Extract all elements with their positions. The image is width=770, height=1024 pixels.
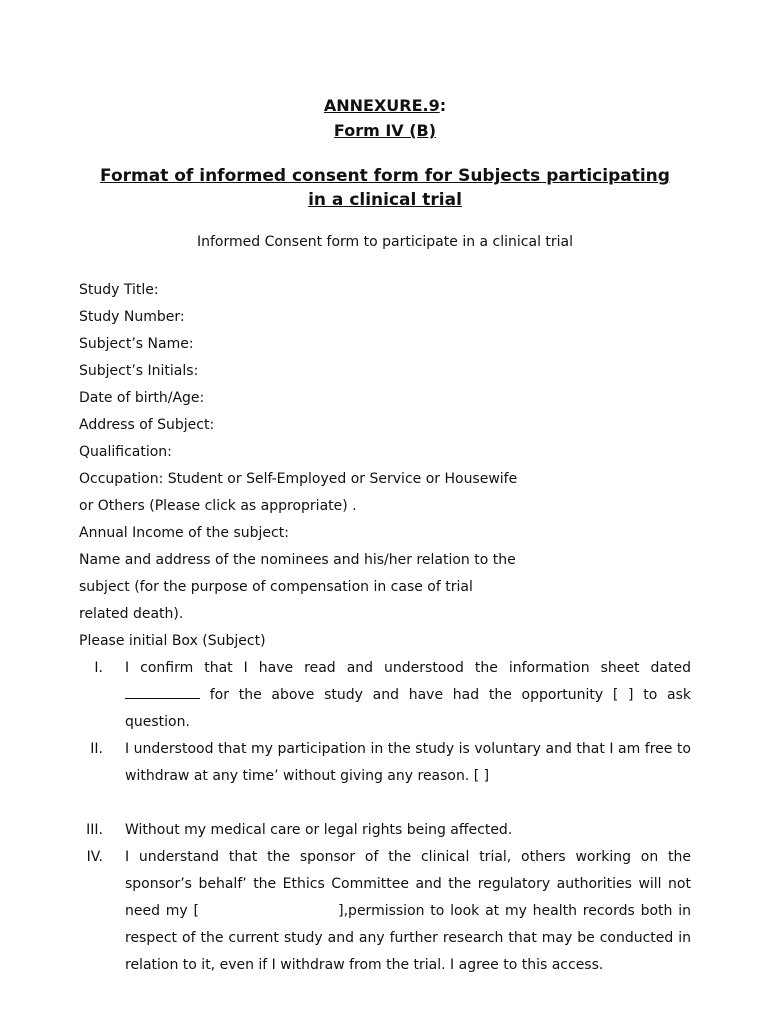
field-date-of-birth: Date of birth/Age: — [79, 390, 205, 406]
item-text: I understood that my participation in the study is voluntary and that I am free to withdraw at any time’ without giving any reason. [ ] — [125, 741, 691, 784]
annexure-colon: : — [439, 96, 447, 115]
item-text: I understand that the sponsor of the clinical trial, others working on the sponsor’s behalf’ the Ethics Committee and the regulatory authorities will not need my [ ],permission to look at my health records both in respect of the current study and any further research that may be conducted in relation to it, even if I withdraw from the trial. I agree to this access. — [125, 849, 696, 973]
field-study-number: Study Number: — [79, 309, 185, 325]
field-nominee-line2: subject (for the purpose of compensation in case of trial — [79, 579, 473, 595]
item-number: IV. — [86, 849, 103, 865]
field-subject-name: Subject’s Name: — [79, 336, 194, 352]
field-address: Address of Subject: — [79, 417, 215, 433]
consent-item-4 — [79, 844, 696, 979]
document-title-line2: in a clinical trial — [308, 190, 462, 210]
field-nominee-line3: related death). — [79, 606, 184, 622]
item-number: II. — [90, 741, 103, 757]
initial-box-label: Please initial Box (Subject) — [79, 633, 266, 649]
document-title-line1: Format of informed consent form for Subjects participating — [100, 166, 670, 186]
annexure-label: ANNEXURE.9 — [323, 96, 440, 115]
consent-item-3 — [79, 817, 691, 844]
form-label: Form IV (B) — [333, 121, 437, 140]
item-number: I. — [94, 660, 103, 676]
item-text: Without my medical care or legal rights being affected. — [125, 822, 513, 838]
field-qualification: Qualification: — [79, 444, 172, 460]
field-subject-initials: Subject’s Initials: — [79, 363, 199, 379]
document-subtitle: Informed Consent form to participate in a clinical trial — [196, 234, 574, 250]
field-occupation-others: or Others (Please click as appropriate) . — [79, 498, 357, 514]
field-nominee-line1: Name and address of the nominees and his/her relation to the — [79, 552, 516, 568]
field-study-title: Study Title: — [79, 282, 159, 298]
form-heading — [0, 121, 770, 140]
date-blank-field[interactable] — [125, 684, 200, 699]
consent-item-1 — [79, 655, 691, 736]
field-annual-income: Annual Income of the subject: — [79, 525, 289, 541]
item-number: III. — [86, 822, 103, 838]
consent-item-2 — [79, 736, 691, 790]
field-occupation: Occupation: Student or Self-Employed or Service or Housewife — [79, 471, 518, 487]
item-text: I confirm that I have read and understood the information sheet dated for the above study and have had the opportunity [ ] to ask question. — [125, 660, 691, 730]
annexure-heading — [0, 96, 770, 115]
